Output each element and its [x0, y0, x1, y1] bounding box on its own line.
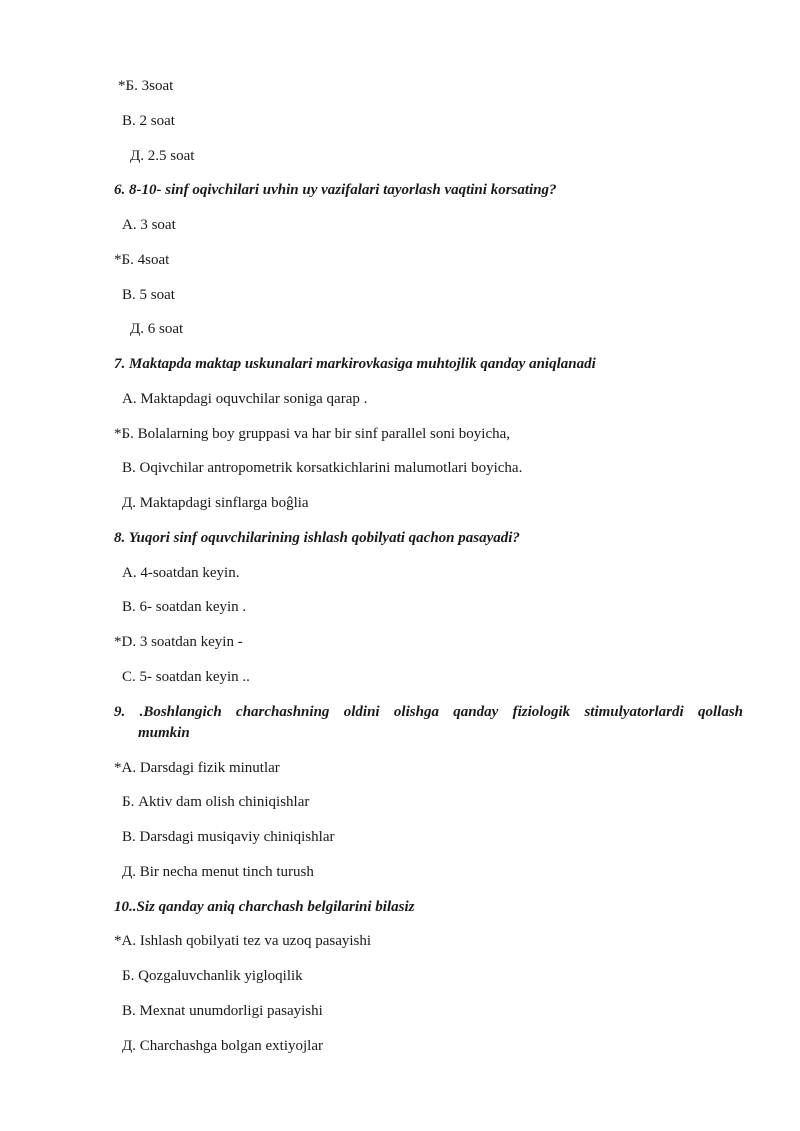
answer-line: Д. Charchashga bolgan extiyojlar	[122, 1038, 324, 1054]
answer-line: *Б. 3soat	[118, 78, 174, 94]
answer-line: Д. 2.5 soat	[130, 148, 195, 164]
answer-line: Д. Maktapdagi sinflarga boĝlia	[122, 495, 309, 511]
answer-line: В. 6- soatdan keyin .	[122, 599, 247, 615]
answer-line: Д. Bir necha menut tinch turush	[122, 864, 314, 880]
question-line: 10..Siz qanday aniq charchash belgilarini bilasiz	[114, 899, 415, 915]
answer-line: А. 3 soat	[122, 217, 176, 233]
answer-line: *D. 3 soatdan keyin -	[114, 634, 243, 650]
question-line: 7. Maktapda maktap uskunalari markirovkasiga muhtojlik qanday aniqlanadi	[114, 356, 596, 372]
answer-line: С. 5- soatdan keyin ..	[122, 669, 250, 685]
answer-line: *А. Darsdagi fizik minutlar	[114, 760, 280, 776]
answer-line: Б. Qozgaluvchanlik yigloqilik	[122, 968, 303, 984]
answer-line: А. Maktapdagi oquvchilar soniga qarap .	[122, 391, 368, 407]
answer-line: А. 4-soatdan keyin.	[122, 565, 240, 581]
question-line-continuation: mumkin	[138, 725, 190, 741]
answer-line: В. Oqivchilar antropometrik korsatkichlarini malumotlari boyicha.	[122, 460, 523, 476]
question-line: 8. Yuqori sinf oquvchilarining ishlash qobilyati qachon pasayadi?	[114, 530, 520, 546]
answer-line: В. 2 soat	[122, 113, 175, 129]
answer-line: *Б. Bolalarning boy gruppasi va har bir sinf parallel soni boyicha,	[114, 426, 511, 442]
question-line: 9. .Boshlangich charchashning oldini olishga qanday fiziologik stimulyatorlardi qollash	[114, 704, 743, 720]
answer-line: Д. 6 soat	[130, 321, 184, 337]
answer-line: В. Mexnat unumdorligi pasayishi	[122, 1003, 323, 1019]
answer-line: *Б. 4soat	[114, 252, 170, 268]
answer-line: В. Darsdagi musiqaviy chiniqishlar	[122, 829, 335, 845]
question-line: 6. 8-10- sinf oqivchilari uvhin uy vazifalari tayorlash vaqtini korsating?	[114, 182, 557, 198]
answer-line: Б. Aktiv dam olish chiniqishlar	[122, 794, 310, 810]
answer-line: В. 5 soat	[122, 287, 175, 303]
answer-line: *А. Ishlash qobilyati tez va uzoq pasayishi	[114, 933, 372, 949]
